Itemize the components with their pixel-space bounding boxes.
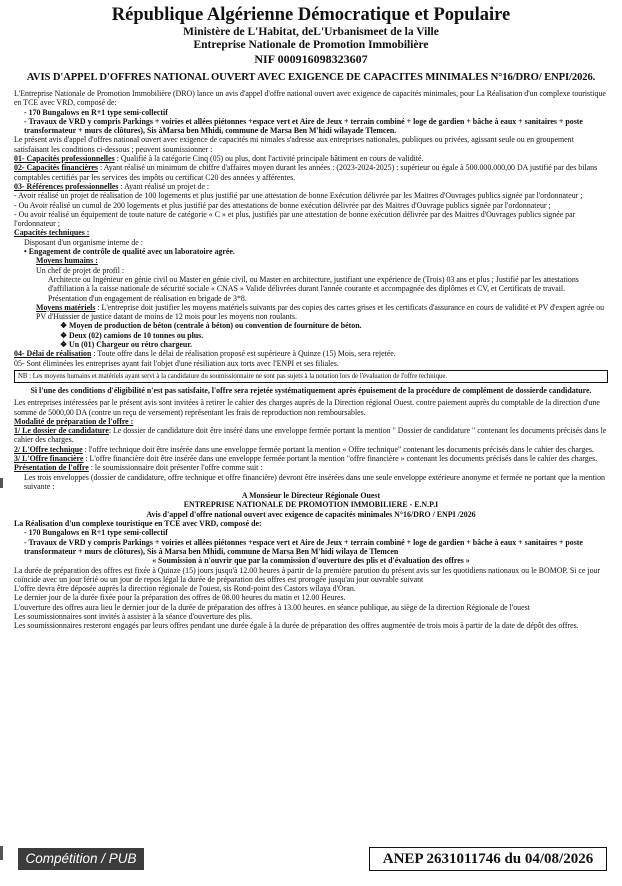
nb-note: NB : Les moyens humains et matériels ayant servi à la candidature du soumissionnaire ne sont pas sujets à la notation lors de l'évaluation de l'offre technique. — [14, 370, 608, 383]
chef-profile: Un chef de projet de profil : — [36, 265, 125, 275]
moyens-materiels — [14, 303, 608, 322]
company-line: Entreprise Nationale de Promotion Immobilière — [193, 39, 429, 51]
criterion-02-label: 02- Capacités financières — [14, 163, 99, 173]
address-line-3: Avis d'appel d'offre national ouvert avec exigence de capacités minimales N°16/DRO / ENPI /2026 — [146, 509, 476, 519]
brigade-presentation: Présentation d'un engagement de réalisation en brigade de 3*8. — [48, 293, 247, 303]
dossier-candidature — [14, 426, 608, 445]
intro-text: L'Entreprise Nationale de Promotion Immobilière (DRO) lance un avis d'appel d'offre national ouvert avec exigence de capacités minimales, pour La Réalisation d'un complexe touristique en TCE avec VRD, composé de: — [14, 89, 606, 108]
nif-number: NIF 000916098323607 — [254, 52, 368, 66]
closing-invite: Les soumissionnaires sont invités à assister à la séance d'ouverture des plis. — [14, 612, 253, 622]
criterion-05: 05- Sont éliminées les entreprises ayant fait l'objet d'une résiliation aux torts avec l'ENPI et ses filiales. — [14, 358, 339, 368]
closing-deposit: L'offre devra être déposée auprès la direction régionale de l'ouest, sis Rond-point des Castors wilaya d'Oran. — [14, 584, 356, 594]
address-item-1: - 170 Bungalows en R+1 type semi-collectif — [24, 528, 168, 538]
presentation-offre — [14, 463, 608, 472]
materiel-item-2-text: Deux (02) camions de 10 tonnes ou plus. — [69, 330, 204, 340]
dossier-label: 1/ Le dossier de candidature — [14, 426, 109, 436]
criterion-02-text: : Ayant réalisé un minimum de chiffre d'affaires moyen durant les années : (2023-2024-2025) : supérieur ou égale à 500.000.000,00 DA justifié par des bilans comptables certifiés par les services des impôts ou certificat C20 des années y afférentes. — [14, 163, 598, 182]
dossier-text: : Le dossier de candidature doit être inséré dans une enveloppe fermée portant la mention " Dossier de candidature " contenant les documents précisés dans le cahier des charges. — [14, 426, 607, 445]
diamond-bullet-icon: ❖ — [60, 321, 70, 331]
criterion-01-label: 01- Capacités professionnelles — [14, 154, 115, 164]
criterion-03-text: : Ayant réalisé un projet de : — [118, 181, 210, 191]
criterion-03 — [14, 182, 608, 191]
offre-technique — [14, 445, 608, 454]
eligibility-note: Si l'une des conditions d'éligibilité n'est pas satisfaite, l'offre sera rejetée systématiquement après épuisement de la procédure de complément de dossierde candidature. — [30, 385, 592, 395]
criterion-04-text: : Toute offre dans le délai de réalisation proposé est supérieure à Quinze (15) Mois, sera rejetée. — [91, 349, 396, 359]
materiel-item-2 — [14, 331, 608, 340]
envelopes-instructions: Les trois enveloppes (dossier de candidature, offre technique et offre financière) devront être insérées dans une seule enveloppe extérieure anonyme et fermée ne portant que la mention suivante : — [24, 472, 605, 491]
materiel-item-3 — [14, 340, 608, 349]
presentation-text: : le soumissionnaire doit présenter l'offre comme suit : — [88, 463, 263, 473]
presentation-label: Présentation de l'offre — [14, 463, 89, 473]
closing-engagement: Les soumissionnaires resteront engagés par leurs offres pendant une durée égale à la durée de préparation des offres augmentée de trois mois à partir de la date de dépôt des offres. — [14, 621, 579, 631]
criterion-04-label: 04- Délai de réalisation — [14, 349, 92, 359]
materiel-item-1-text: Moyen de production de béton (centrale à béton) ou convention de fourniture de béton. — [69, 321, 362, 331]
criterion-03-b: - Ou Avoir réalisé un cumul de 200 logements et plus justifié par des attestations de bonne exécution délivrée par des Maitres d'Ouvrage publics signée par l'ordonnateur ; — [14, 200, 551, 210]
margin-mark — [0, 478, 3, 488]
diamond-bullet-icon: ❖ — [60, 340, 70, 350]
criterion-04 — [14, 349, 608, 358]
fin-offre-text: : L'offre financière doit être insérée dans une enveloppe fermée portant la mention "offre financière » contenant les documents précisés dans le cahier des charges. — [83, 453, 598, 463]
notice-page — [14, 2, 608, 880]
tech-dispose: Disposant d'un organisme interne de : — [24, 237, 143, 247]
criterion-03-a: - Avoir réalisé un projet de réalisation de 100 logements et plus justifié par une attestation de bonne Exécution délivrée par les Maitres d'Ouvrages publics signée par l'ordonnateur ; — [14, 191, 583, 201]
intro-item-1: - 170 Bungalows en R+1 type semi-collectif — [24, 107, 168, 117]
withdraw-terms: Les entreprises intéressées par le présent avis sont invitées à retirer le cahier des charges auprès de la Direction régional Ouest. contre paiement auprès du comptable de la direction d'une somme de 5000,00 DA (contre un reçu de versement) représentant les frais de reproduction non remboursables. — [14, 398, 600, 417]
closing-last-day: Le dernier jour de la durée fixée pour la préparation des offres de 08.00 heures du matin et 12.00 Heures. — [14, 593, 346, 603]
criterion-01 — [14, 154, 608, 163]
chef-requirements: Architecte ou Ingénieur en génie civil ou Master en génie civil, ou Master en architecture, justifiant une expérience de (Trois) 03 ans et plus ; Justifié par les attestations d'affiliation à la caisse nationale de sécurité sociale « CNAS » Valide délivrées durant l'année courante et accompagnée des diplômes et CV, et Certificats de travail. — [48, 274, 579, 294]
footer-bar — [0, 847, 622, 881]
address-line-1: A Monsieur le Directeur Régionale Ouest — [241, 491, 381, 501]
ministry-line: Ministère de L'Habitat, deL'Urbanismeet de la Ville — [183, 26, 439, 38]
criterion-01-text: : Qualifié à la catégorie Cinq (05) ou plus, dont l'activité principale bâtiment en cours de validité. — [114, 154, 424, 164]
moyens-materiels-text: : L'entreprise doit justifier les moyens matériels suivants par des copies des cartes grises et les certificats d'assurance en cours de validité et PV d'expert agrée ou PV d'Huissier de justice datant de moins de 12 mois pour les moyens non roulants. — [36, 302, 605, 322]
closing-duration: La durée de préparation des offres est fixée à Quinze (15) jours jusqu'à 12.00 heures à partir de la première parution du présent avis sur les quotidiens nationaux ou le BOMOP. Si ce jour coïncide avec un jour férié ou un jour de repos légal la durée de préparation des offres est prorogée jusqu'au jour ouvrable suivant — [14, 565, 601, 584]
criterion-02 — [14, 163, 608, 182]
diamond-bullet-icon: ❖ — [60, 330, 70, 340]
address-item-2: - Travaux de VRD y compris Parkings + voiries et allées piétonnes +espace vert et Aire de Jeux + terrain combiné + loge de gardien + bâche à eaux + sanitaires + poste transformateur + murs de clôtures), Sis à Marsa ben Mhidi, commune de Marsa Ben M'hidi wilaya de Tlemcen — [24, 537, 583, 556]
tech-offre-label: 2/ L'Offre technique — [14, 444, 83, 454]
republic-title: République Algérienne Démocratique et Populaire — [111, 5, 511, 25]
materiel-item-3-text: Un (01) Chargeur ou rétro chargeur. — [69, 340, 193, 350]
moyens-materiels-label: Moyens matériels — [36, 302, 96, 312]
criterion-03-c: - Ou avoir réalisé un équipement de toute nature de catégorie « C » et plus, justifiés par une attestation de bonne exécution délivrée par des Maitres d'Ouvrages publics signée par l'ordonnateur ; — [14, 209, 576, 229]
intro-addressed: Le présent avis d'appel d'offres national ouvert avec exigence de capacités mi nimales s'adresse aux entreprises nationales, publiques ou privées, agissant seule ou en groupement satisfaisant les conditions ci-dessous ; peuvent soumissionner : — [14, 135, 574, 154]
tech-capacity-label: Capacités techniques : — [14, 228, 90, 238]
criterion-03-label: 03- Références professionnelles — [14, 181, 119, 191]
anep-reference: ANEP 2631011746 du 04/08/2026 — [369, 847, 607, 871]
materiel-item-1 — [14, 321, 608, 330]
closing-opening: L'ouverture des offres aura lieu le dernier jour de la durée de préparation des offres à 13.00 heures. en séance publique, au siège de la direction Régionale de l'ouest — [14, 602, 530, 612]
competition-pub-label: Compétition / PUB — [18, 848, 144, 870]
tech-engagement: • Engagement de contrôle de qualité avec un laboratoire agrée. — [24, 247, 235, 257]
avis-title: AVIS D'APPEL D'OFFRES NATIONAL OUVERT AVEC EXIGENCE DE CAPACITES MINIMALES N°16/DRO/ ENPI/2026. — [26, 72, 596, 83]
tech-offre-text: : l'offre technique doit être insérée dans une enveloppe fermée portant la mention « Offre technique" contenant les documents précisés dans le cahier des charges. — [82, 444, 594, 454]
fin-offre-label: 3/ L'Offre financière — [14, 453, 84, 463]
modalite-label: Modalité de préparation de l'offre : — [14, 416, 134, 426]
address-line-4: La Réalisation d'un complexe touristique en TCE avec VRD, composé de: — [14, 519, 262, 529]
address-line-5: « Soumission à n'ouvrir que par la commission d'ouverture des plis et d'évaluation des offres » — [152, 556, 470, 566]
offre-financiere — [14, 454, 608, 463]
intro-item-2: - Travaux de VRD y compris Parkings + voiries et allées piétonnes +espace vert et Aire de Jeux + terrain combiné + loge de gardien + bâche à eaux + sanitaires + poste transformateur + murs de clôtures), Sis àMarsa ben Mhidi, commune de Marsa Ben M'hidi wilayade Tlemcen. — [24, 116, 583, 136]
address-line-2: ENTREPRISE NATIONALE DE PROMOTION IMMOBILIERE - E.N.P.I — [183, 500, 439, 510]
moyens-humains-label: Moyens humains : — [36, 256, 98, 266]
